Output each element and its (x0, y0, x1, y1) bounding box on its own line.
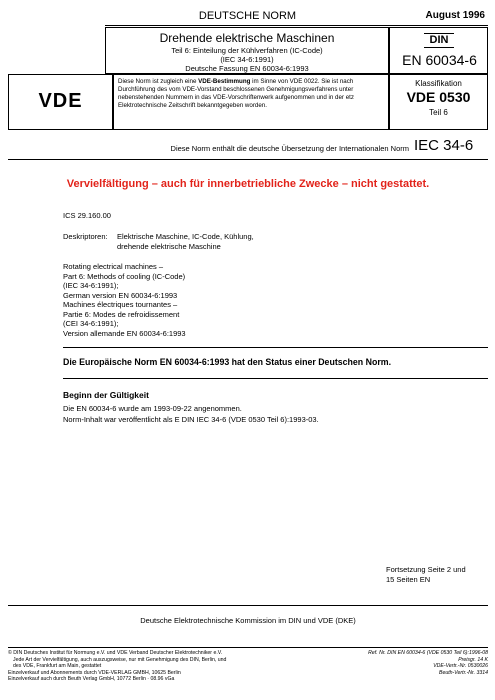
footer-ref-line: Ref. Nr. DIN EN 60034-6 (VDE 0530 Teil 6):1996-08 (368, 650, 488, 656)
title-iec: (IEC 34-6:1991) (220, 55, 274, 64)
status-statement: Die Europäische Norm EN 60034-6:1993 hat den Status einer Deutschen Norm. (63, 357, 392, 367)
vde-notice (113, 74, 389, 130)
footer-line: des VDE, Frankfurt am Main, gestattet (13, 663, 102, 670)
validity-line: Norm-Inhalt war veröffentlicht als E DIN IEC 34-6 (VDE 0530 Teil 6):1993-03. (63, 415, 319, 424)
norm-label: DEUTSCHE NORM (198, 10, 297, 22)
footer-ref-line: VDE-Vertr.-Nr. 0530026 (433, 663, 488, 670)
english-line: (IEC 34-6:1991); (63, 281, 119, 290)
french-line: Machines électriques tournantes – (63, 300, 178, 309)
iec-statement: Diese Norm enthält die deutsche Übersetzung der Internationalen Norm (170, 144, 409, 153)
validity-text (63, 403, 319, 425)
classification-part: Teil 6 (429, 108, 448, 117)
french-line: Version allemande EN 60034-6:1993 (63, 328, 186, 338)
vde-notice-bold: VDE-Bestimmung (198, 78, 251, 85)
vde-notice-post: im Sinne von VDE 0022. Sie ist nach Durchführung des vom VDE-Vorstand beschlossenen Genehmigungsverfahrens unter nebenstehenden Nummern in das VDE-Vorschriftenwerk aufgenommen und in der etz Elektrotechnische Zeitschrift bekanntgegeben worden. (118, 78, 354, 109)
footer-reference (320, 650, 488, 676)
title-version: Deutsche Fassung EN 60034-6:1993 (185, 64, 309, 73)
din-logo (424, 33, 454, 48)
english-line: Part 6: Methods of cooling (IC-Code) (63, 271, 186, 281)
iec-number: IEC 34-6 (414, 137, 474, 154)
classification-label: Klassifikation (415, 79, 462, 88)
vde-notice-pre: Diese Norm ist zugleich eine (118, 78, 199, 85)
footer-line: Jede Art der Vervielfältigung, auch auszugsweise, nur mit Genehmigung des DIN, Berlin, und (13, 656, 227, 663)
french-line: (CEI 34-6:1991); (63, 319, 119, 328)
classification-box (389, 74, 488, 130)
english-line: German version EN 60034-6:1993 (63, 290, 178, 300)
vde-logo: VDE (38, 90, 83, 112)
din-number: EN 60034-6 (402, 52, 477, 68)
footer-line: Einzelverkauf und Abonnements durch VDE-VERLAG GMBH, 10625 Berlin (8, 669, 181, 676)
footer-line: Einzelverkauf auch durch Beuth Verlag GmbH, 10772 Berlin · 08.96 vGa (8, 676, 175, 683)
descriptors (117, 232, 254, 252)
classification-number: VDE 0530 (406, 89, 471, 105)
footer-line: © DIN Deutsches Institut für Normung e.V. und VDE Verband Deutscher Elektrotechniker e.V. (8, 650, 223, 656)
validity-line: Die EN 60034-6 wurde am 1993-09-22 angenommen. (63, 404, 242, 413)
issue-date: August 1996 (425, 10, 485, 21)
english-title (63, 262, 185, 300)
english-line: Rotating electrical machines – (63, 262, 164, 271)
french-title (63, 300, 186, 338)
din-block (389, 27, 488, 74)
footer-ref-line: Preisgr. 14 K (458, 656, 488, 663)
copy-warning: Vervielfältigung – auch für innerbetriebliche Zwecke – nicht gestattet. (66, 178, 430, 190)
continuation-line: Fortsetzung Seite 2 und (386, 565, 466, 574)
continuation-line: 15 Seiten EN (386, 575, 431, 584)
commission: Deutsche Elektrotechnische Kommission im DIN und VDE (DKE) (140, 616, 356, 625)
french-line: Partie 6: Modes de refroidissement (63, 309, 180, 319)
vde-logo-box (8, 74, 113, 130)
descriptors-line: Elektrische Maschine, IC-Code, Kühlung, (117, 232, 254, 241)
descriptors-label: Deskriptoren: (63, 232, 108, 241)
continuation-note (386, 565, 466, 585)
document-title: Drehende elektrische Maschinen (159, 31, 335, 45)
footer-copyright (8, 650, 328, 683)
ics-code: ICS 29.160.00 (63, 211, 111, 220)
din-logo-text: DIN (429, 34, 449, 46)
title-block (105, 27, 389, 74)
validity-heading: Beginn der Gültigkeit (63, 390, 149, 400)
title-part: Teil 6: Einteilung der Kühlverfahren (IC-Code) (171, 46, 323, 55)
descriptors-line: drehende elektrische Maschine (117, 242, 221, 251)
footer-ref-line: Beuth-Vertr.-Nr. 3314 (438, 669, 488, 676)
